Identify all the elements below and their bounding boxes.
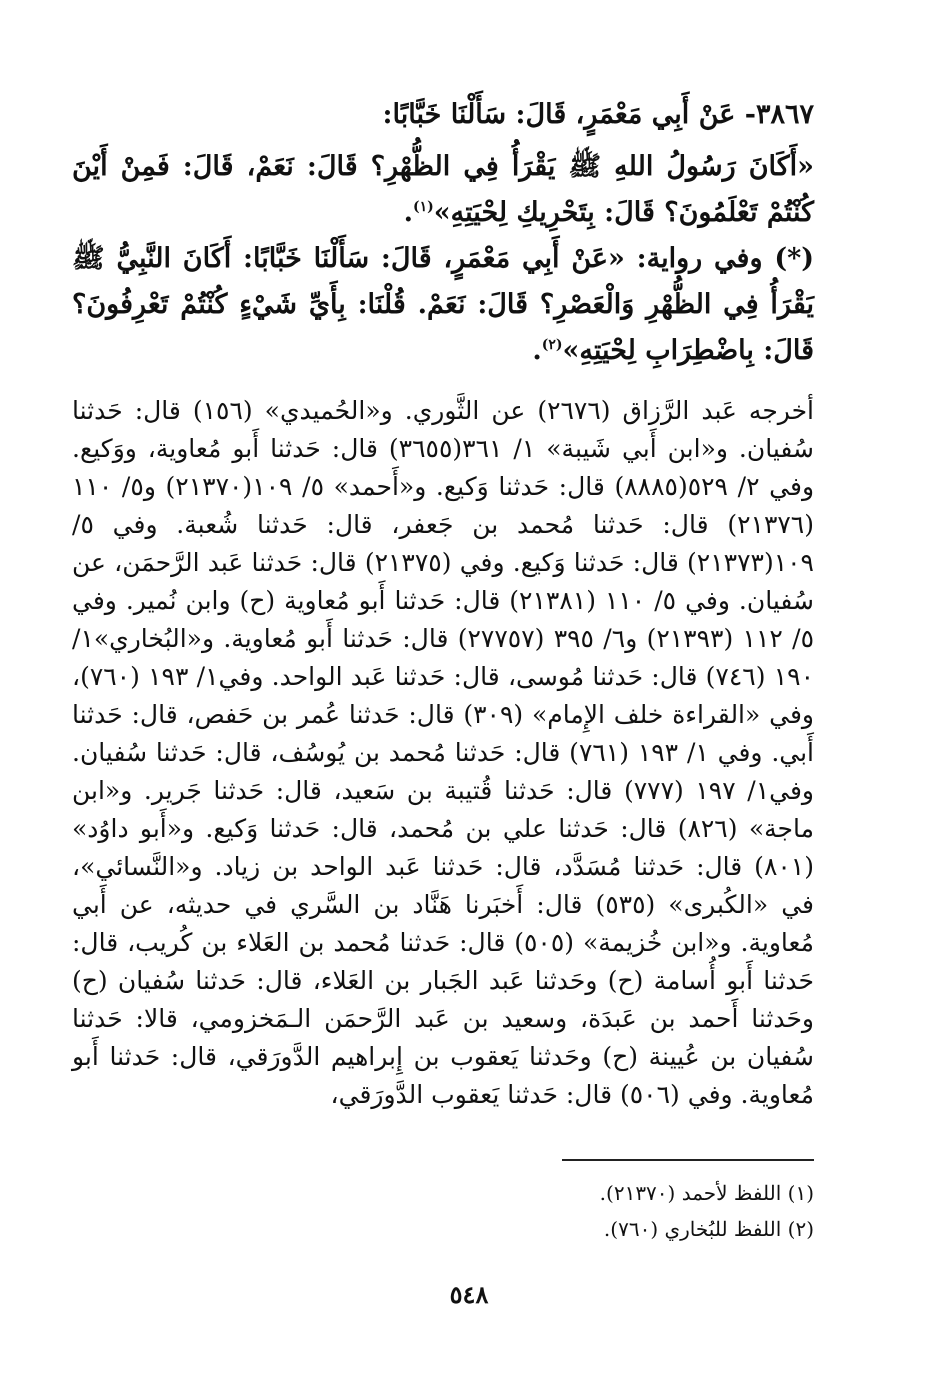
takhrij-paragraph [72,392,814,1114]
page-number: ٥٤٨ [449,1280,489,1309]
takhrij-text: أخرجه عَبد الرَّزاق (٢٦٧٦) عن الثَّوري. و«الحُميدي» (١٥٦) قال: حَدثنا سُفيان. و«ابن أَبي شَيبة» ١/ ٣٦١(٣٦٥٥) قال: حَدثنا أَبو مُعاوية، ووَكيع. وفي ٢/ ٥٢٩(٨٨٨٥) قال: حَدثنا وَكيع. و«أَحمد» ٥/ ١٠٩(٢١٣٧٠) و٥/ ١١٠ (٢١٣٧٦) قال: حَدثنا مُحمد بن جَعفر، قال: حَدثنا شُعبة. وفي ٥/ ١٠٩(٢١٣٧٣) قال: حَدثنا وَكيع. وفي (٢١٣٧٥) قال: حَدثنا عَبد الرَّحمَن، عن سُفيان. وفي ٥/ ١١٠ (٢١٣٨١) قال: حَدثنا أَبو مُعاوية (ح) وابن نُمير. وفي ٥/ ١١٢ (٢١٣٩٣) و٦/ ٣٩٥ (٢٧٧٥٧) قال: حَدثنا أَبو مُعاوية. و«البُخاري»١/ ١٩٠ (٧٤٦) قال: حَدثنا مُوسى، قال: حَدثنا عَبد الواحد. وفي١/ ١٩٣ (٧٦٠)، وفي «القراءة خلف الإِمام» (٣٠٩) قال: حَدثنا عُمر بن حَفص، قال: حَدثنا أَبي. وفي ١/ ١٩٣ (٧٦١) قال: حَدثنا مُحمد بن يُوسُف، قال: حَدثنا سُفيان. وفي١/ ١٩٧ (٧٧٧) قال: حَدثنا قُتيبة بن سَعيد، قال: حَدثنا جَرير. و«ابن ماجة» (٨٢٦) قال: حَدثنا علي بن مُحمد، قال: حَدثنا وَكيع. و«أَبو داوُد» (٨٠١) قال: حَدثنا مُسَدَّد، قال: حَدثنا عَبد الواحد بن زياد. و«النَّسائي»، في «الكُبرى» (٥٣٥) قال: أَخبَرنا هَنَّاد بن السَّري في حديثه، عن أَبي مُعاوية. و«ابن خُزيمة» (٥٠٥) قال: حَدثنا مُحمد بن العَلاء بن كُريب، قال: حَدثنا أَبو أُسامة (ح) وحَدثنا عَبد الجَبار بن العَلاء، قال: حَدثنا سُفيان (ح) وحَدثنا أَحمد بن عَبدَة، وسعيد بن عَبد الرَّحمَن الـمَخزومي، قالا: حَدثنا سُفيان بن عُيينة (ح) وحَدثنا يَعقوب بن إِبراهيم الدَّورَقي، قال: حَدثنا أَبو مُعاوية. وفي (٥٠٦) قال: حَدثنا يَعقوب الدَّورَقي، [72,396,815,1109]
footnote-ref-1[interactable]: (١) [413,199,434,215]
hadith-variant-text-body: (*) وفي رواية: «عَنْ أَبِي مَعْمَرٍ، قَالَ: سَأَلْنَا خَبَّابًا: أَكَانَ النَّبِيُّ ﷺ يَقْرَأُ فِي الظُّهْرِ وَالْعَصْرِ؟ قَالَ: نَعَمْ. قُلْنَا: بِأَيِّ شَيْءٍ كُنْتُمْ تَعْرِفُونَ؟ قَالَ: بِاضْطِرَابِ لِحْيَتِهِ» [72,243,814,366]
hadith-heading-text: ٣٨٦٧- عَنْ أَبِي مَعْمَرٍ، قَالَ: سَأَلْنَا خَبَّابًا: [382,99,814,130]
footnote-1: (١) اللفظ لأحمد (٢١٣٧٠). [599,1181,814,1205]
hadith-heading [72,92,814,138]
hadith-main-text-body: «أَكَانَ رَسُولُ اللهِ ﷺ يَقْرَأُ فِي الظُّهْرِ؟ قَالَ: نَعَمْ، قَالَ: فَمِنْ أَيْنَ كُنْتُمْ تَعْلَمُونَ؟ قَالَ: بِتَحْرِيكِ لِحْيَتِهِ» [72,151,814,228]
hadith-main-text-end: . [403,197,414,228]
hadith-variant-text [72,236,814,374]
footnote-ref-2[interactable]: (٢) [541,337,563,353]
hadith-variant-text-end: . [532,335,542,366]
footnote-divider [562,1159,814,1161]
hadith-main-text [72,144,814,236]
footnote-2: (٢) اللفظ للبُخاري (٧٦٠). [603,1217,814,1241]
